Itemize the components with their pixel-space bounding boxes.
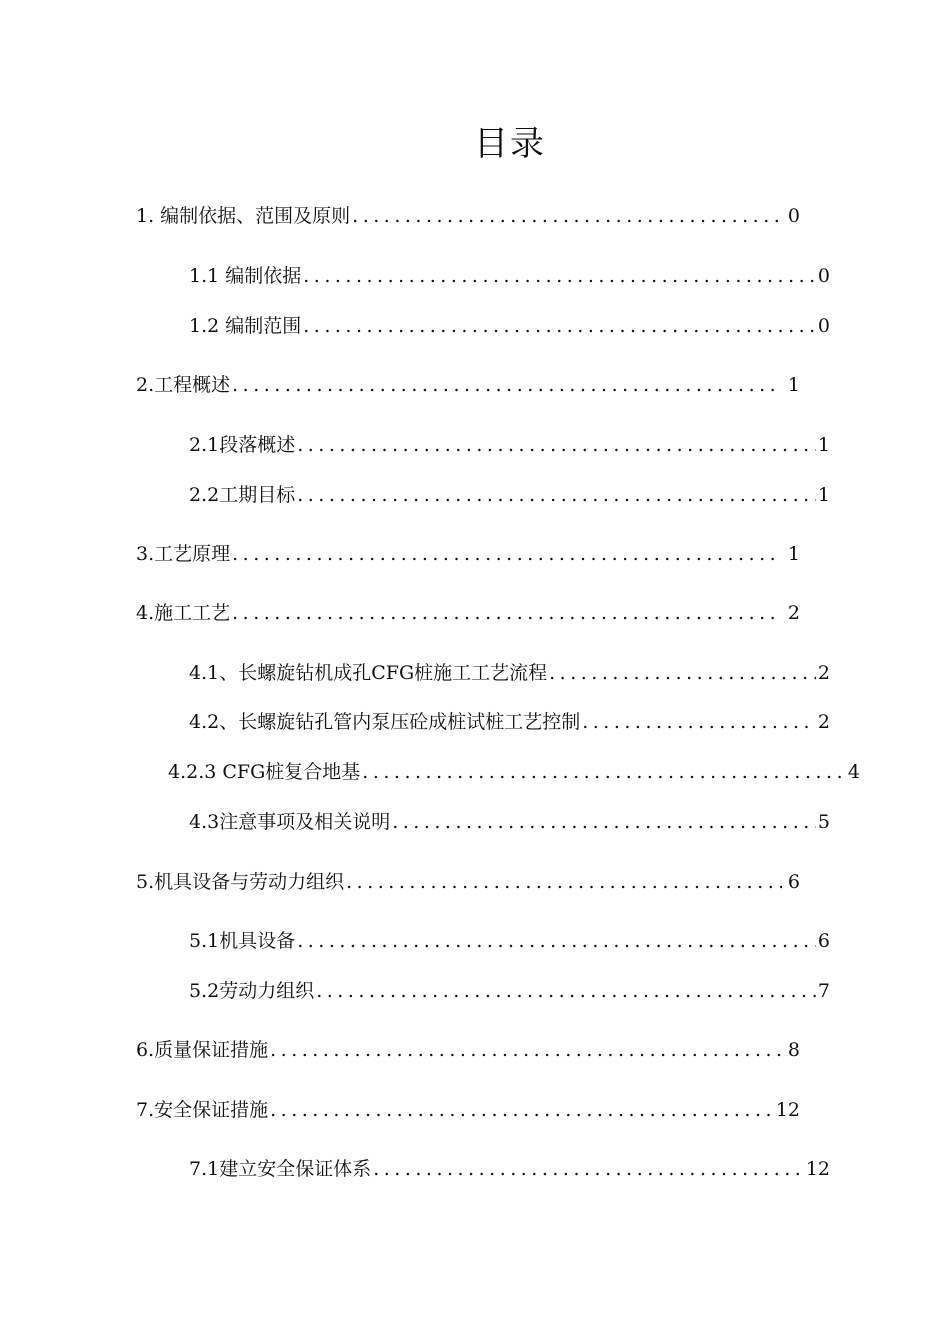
- toc-entry-4-2[interactable]: [189, 708, 830, 736]
- toc-page-number: 2: [787, 602, 800, 624]
- toc-page-number: 4: [847, 761, 860, 783]
- toc-entry-label: 5.1机具设备: [189, 930, 296, 952]
- toc-page-number: 8: [787, 1039, 800, 1061]
- toc-page-number: 1: [787, 543, 800, 565]
- toc-entry-label: 6.质量保证措施: [136, 1039, 269, 1061]
- toc-entry-3[interactable]: [136, 540, 800, 568]
- toc-entry-label: 2.2工期目标: [189, 484, 296, 506]
- dot-leader: [346, 868, 782, 896]
- toc-entry-label: 7.安全保证措施: [136, 1099, 269, 1121]
- toc-page-number: 12: [775, 1099, 800, 1121]
- toc-entry-label: 4.1、长螺旋钻机成孔CFG桩施工工艺流程: [189, 662, 548, 684]
- page-title: 目录: [474, 124, 546, 164]
- toc-page-number: 1: [817, 484, 830, 506]
- toc-entry-7[interactable]: [136, 1096, 800, 1124]
- toc-entry-label: 1.2 编制范围: [189, 315, 302, 337]
- toc-entry-4-3[interactable]: [189, 808, 830, 836]
- toc-entry-7-1[interactable]: [189, 1155, 830, 1183]
- toc-entry-1[interactable]: [136, 202, 800, 230]
- toc-page-number: 6: [817, 930, 830, 952]
- dot-leader: [297, 481, 816, 509]
- toc-entry-label: 1. 编制依据、范围及原则: [136, 205, 351, 227]
- dot-leader: [362, 758, 846, 786]
- toc-page-number: 5: [817, 811, 830, 833]
- toc-entry-4-1[interactable]: [189, 659, 830, 687]
- dot-leader: [582, 708, 816, 736]
- toc-entry-label: 2.工程概述: [136, 374, 231, 396]
- dot-leader: [352, 202, 782, 230]
- toc-page-number: 2: [817, 662, 830, 684]
- dot-leader: [303, 312, 816, 340]
- toc-page-number: 0: [817, 265, 830, 287]
- toc-entry-1-1[interactable]: [189, 262, 830, 290]
- toc-page-number: 0: [787, 205, 800, 227]
- toc-entry-5-1[interactable]: [189, 927, 830, 955]
- toc-entry-label: 2.1段落概述: [189, 434, 296, 456]
- toc-entry-label: 5.2劳动力组织: [189, 980, 315, 1002]
- toc-entry-label: 4.2.3 CFG桩复合地基: [168, 761, 361, 783]
- toc-page-number: 1: [817, 434, 830, 456]
- toc-entry-5[interactable]: [136, 868, 800, 896]
- toc-page-number: 1: [787, 374, 800, 396]
- toc-entry-1-2[interactable]: [189, 312, 830, 340]
- toc-entry-label: 1.1 编制依据: [189, 265, 302, 287]
- toc-entry-6[interactable]: [136, 1036, 800, 1064]
- dot-leader: [270, 1036, 782, 1064]
- toc-page-number: 0: [817, 315, 830, 337]
- toc-entry-label: 4.施工工艺: [136, 602, 231, 624]
- toc-page-number: 6: [787, 871, 800, 893]
- toc-entry-2-2[interactable]: [189, 481, 830, 509]
- dot-leader: [232, 540, 782, 568]
- toc-entry-label: 4.3注意事项及相关说明: [189, 811, 391, 833]
- dot-leader: [373, 1155, 804, 1183]
- dot-leader: [232, 599, 782, 627]
- toc-entry-label: 3.工艺原理: [136, 543, 231, 565]
- toc-page-number: 12: [805, 1158, 830, 1180]
- dot-leader: [316, 977, 816, 1005]
- toc-entry-5-2[interactable]: [189, 977, 830, 1005]
- dot-leader: [297, 431, 816, 459]
- dot-leader: [232, 371, 782, 399]
- toc-entry-label: 4.2、长螺旋钻孔管内泵压砼成桩试桩工艺控制: [189, 711, 581, 733]
- toc-entry-label: 7.1建立安全保证体系: [189, 1158, 372, 1180]
- toc-entry-2-1[interactable]: [189, 431, 830, 459]
- toc-page-number: 2: [817, 711, 830, 733]
- dot-leader: [392, 808, 816, 836]
- toc-page-number: 7: [817, 980, 830, 1002]
- dot-leader: [549, 659, 816, 687]
- toc-entry-label: 5.机具设备与劳动力组织: [136, 871, 345, 893]
- toc-entry-4[interactable]: [136, 599, 800, 627]
- dot-leader: [270, 1096, 774, 1124]
- dot-leader: [303, 262, 816, 290]
- dot-leader: [297, 927, 816, 955]
- toc-entry-4-2-3[interactable]: [168, 758, 860, 786]
- toc-entry-2[interactable]: [136, 371, 800, 399]
